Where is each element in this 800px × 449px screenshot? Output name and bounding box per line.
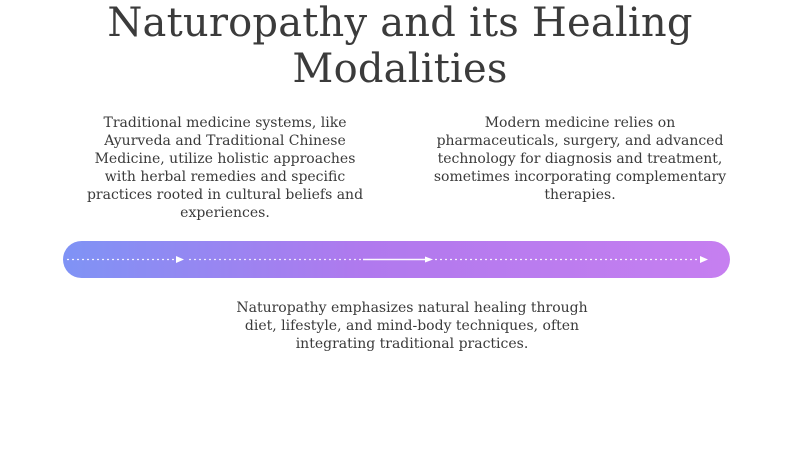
traditional-medicine-note: Traditional medicine systems, like Ayurveda and Traditional Chinese Medicine, utilize holistic approaches with herbal remedies and specific practices rooted in cultural beliefs and experiences.	[86, 115, 364, 221]
spectrum-bar-graphic	[63, 241, 730, 278]
naturopathy-note: Naturopathy emphasizes natural healing through diet, lifestyle, and mind-body techniques, often integrating traditional practices.	[236, 300, 588, 352]
modern-medicine-note: Modern medicine relies on pharmaceuticals, surgery, and advanced technology for diagnosis and treatment, sometimes incorporating complementary therapies.	[433, 115, 727, 203]
spectrum-bar	[63, 241, 730, 278]
page-title: Naturopathy and its Healing Modalities	[107, 0, 693, 92]
